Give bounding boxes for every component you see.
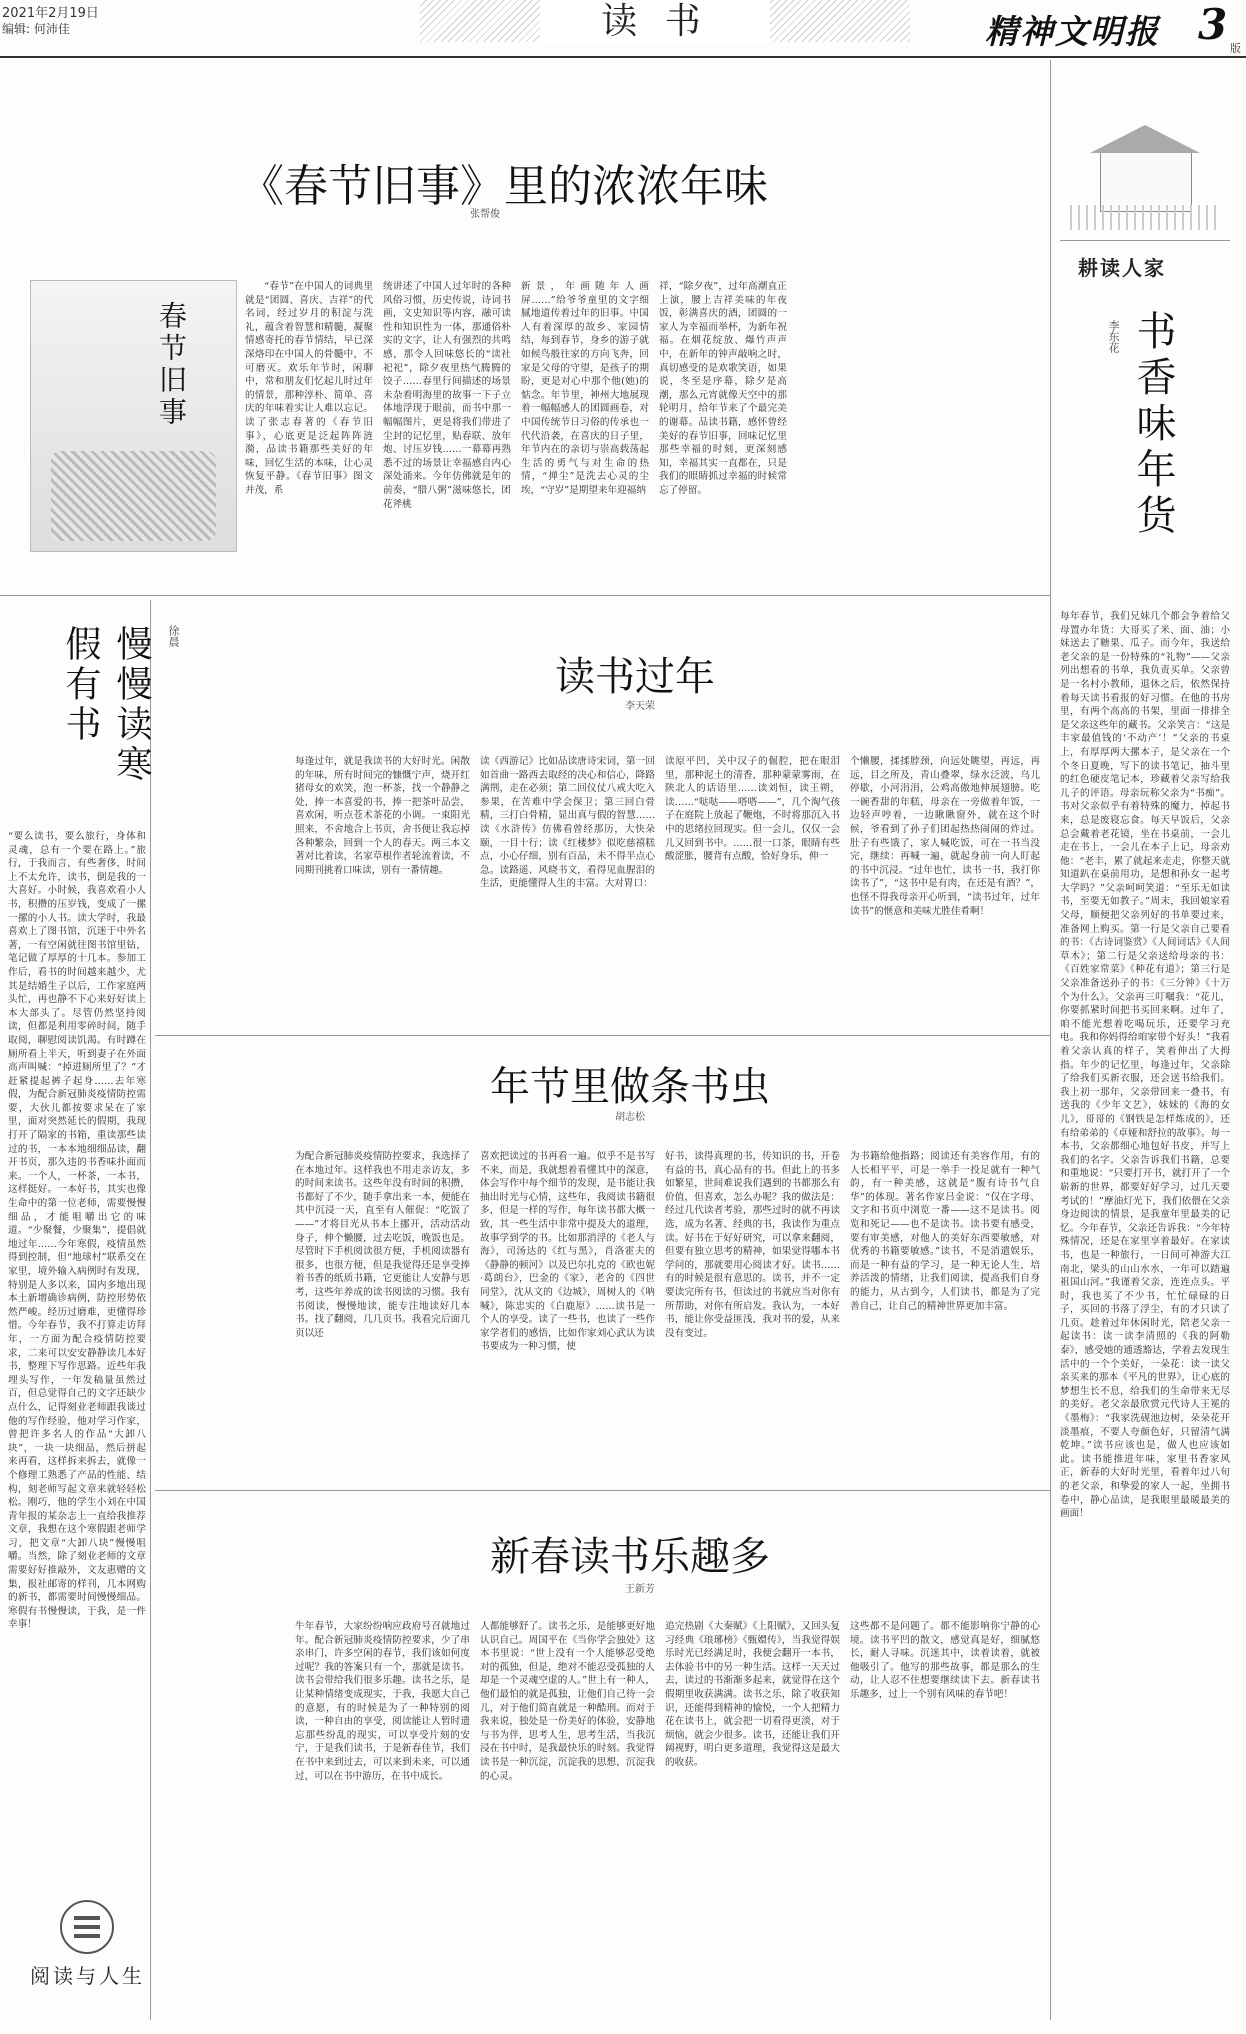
article-title: 《春节旧事》里的浓浓年味: [240, 161, 768, 212]
article-column: 为书籍给他指路；阅读还有美容作用，有的人长相平平，可是一举手一投足就有一种气韵，有一种美感，这就是“腹有诗书气自华”的体现。著名作家吕金说：“仅在字母、文字和书页中浏览一番——这不是读书。阅览和死记——也不是读书。读书要有感受，要有审美感，对他人的美好东西要敏感，对优秀的书籍要敏感。”读书，不是消遣娱乐，而是一种有益的学习，是一种无论人生，培养活泼的情绪，让我们阅读，提高我们自身的能力，从古到今，人们读书，都是为了完善自己，让自己的精神世界更加丰富。: [850, 1151, 1040, 1312]
article-author: 李天荣: [625, 701, 655, 712]
newspaper-name: 精神文明报: [985, 12, 1160, 51]
article-column: 好书，读得真理的书，传知识的书，开卷有益的书，真心品有的书。但此上的书多如繁星，世间难说我们遇到的书都那么有价值，但喜欢，怎么办呢？我的做法是：经过几代读者考验，那些过时的就不再读选，成为名著、经典的书，我读作为重点读。好书在于好好研究，可以拿来翻阅，但要有独立思考的精神，如果觉得哪本书学问的，那就要用心阅读才好。读书……有的时候是很有意思的。读书，并不一定要读完所有书，但读过的书就应当对你有所帮助，对你有所启发。我认为，一本好书，能让你受益匪浅，我对书的爱，从来没有变过。: [665, 1151, 840, 1339]
footer-logo: [60, 1900, 114, 1954]
article-author: 李东花: [1107, 320, 1120, 353]
article-column: 祥，“除夕夜”，过年高潮直正上演，腰上吉祥美味的年夜饭，彰满喜庆的酒，团圆的一家人为幸福而举杯，为新年祝福。在烟花绽放、爆竹声声中，在新年的钟声敲响之时，真切感受的是欢歌笑语，如果说，冬至是序幕，除夕是高潮，那么元宵就像天空中的那轮明月，给年节来了个最完美的谢幕。品读书籍，感怀曾经美好的春节旧事，回味记忆里那些幸福的时刻，更深刻感知，幸福其实一直都在，只是我们的眼睛抓过幸福的时候常忘了停留。: [659, 281, 787, 496]
article-author: 徐晨: [167, 625, 180, 647]
article-column: 每逢过年，就是我读书的大好时光。闲散的年味，所有时间完的慷慨宁声，烧开红猪母女的欢笑，泡一杯茶，找一个静静之处，捧一本喜爱的书，捧一把茶叶品尝，喜欢闲，听点苍术茶花的小调。一束阳光照来，不舍地合上书页，舍书便让我忘掉各种繁杂，回到一个人的春天。两三本文著对比着读，名家草根作者轮流着读，不同期刊挑着口味读，别有一番情趣。: [295, 756, 470, 876]
article-column: 这些都不是问题了。都不能影响你宁静的心境。读书平凹的散文，感觉真是好，细腻悠长，耐人寻味。沉迷其中，读着读着，就被他吸引了。他写的那些故事，都是那么的生动，让人忍不住想要继续读下去。新春读书乐趣多，过上一个别有风味的春节吧！: [850, 1621, 1040, 1700]
house-illustration: [1060, 110, 1230, 241]
article-title: 慢慢读寒假有书: [60, 625, 152, 785]
article-column: 牛年春节，大家纷纷响应政府号召就地过年。配合新冠肺炎疫情防控要求，少了串亲串门，许多空闲的春节，我们该如何度过呢？我的答案只有一个，那就是读书。读书会带给我们很多乐趣。读书之乐，是让某种情绪变成现实，于我，我愿大自己的意愿，有的时候是为了一种特别的阅读，一种自由的享受，阅读能让人暂时遗忘那些纷乱的现实，可以享受片刻的安宁，于是我们读书，于是新春佳节，我们在书中来到过去，可以来到未来，可以通过，可以在书中游历，在书中成长。: [295, 1621, 470, 1782]
article-column: 读原平凹，关中汉子的倔腔，把在眼泪里，那种泥土的清香，那种蒙蒙雾雨，在陕北人的话语里……读刘恒，读王朔，读……“哒哒——嗒嗒——”，几个淘气孩子在庭院上放起了鞭炮，不时将那沉入书中的思绪拉回现实。但一会儿，仅仅一会儿又回到书中。……很一口茶，眼睛有些酸涩胀，腰背有点酸，恰好身乐，伸一: [665, 756, 840, 863]
article-title: 年节里做条书虫: [490, 1064, 770, 1110]
book-cover-title: 春节旧事: [155, 301, 188, 429]
article-column: 人都能够舒了。读书之乐，是能够更好地认识自己。周国平在《当你学会独处》这本书里说：“世上没有一个人能够忍受绝对的孤独，但是，绝对不能忍受孤独的人却是一个灵魂空虚的人。”世上有一种人，他们最怕的就是孤独，让他们自己待一会儿，对于他们简直就是一种酷刑。而对于我来说，独处是一份美好的体验，安静地与书为伴，思考人生，思考生活，当我沉浸在书中时，是我最快乐的时刻。我觉得读书是一种沉淀，沉淀我的思想，沉淀我的心灵。: [480, 1621, 655, 1782]
editor-credit: 编辑: 何沛佳: [2, 22, 70, 36]
page-number: 3: [1198, 0, 1228, 49]
article-column: “春节”在中国人的词典里就是“团圆、喜庆、吉祥”的代名词，经过岁月的积淀与洗礼，蕴含着智慧和精髓，凝聚情感寄托的春节情结，早已深深烙印在中国人的骨髓中，不可磨灭。欢乐年节时，闲聊中，常和朋友们忆起儿时过年的情景，那种淳朴、简单、喜庆的年味着实让人难以忘记。读了张志春著的《春节旧事》，心底更是泛起阵阵涟漪，品读书籍那些美好的年味，回忆生活的本味，让心灵恢复平静。《春节旧事》图文并茂，系: [245, 281, 373, 496]
footer-badge: 阅读与人生: [30, 1964, 145, 1988]
article-column: 追完热剧《大秦赋》《上阳赋》，又回头复习经典《琅琊榜》《甄嬛传》，当我觉得娱乐时光已经满足时，我便会翻开一本书，去体验书中的另一种生活。这样一天天过去，读过的书渐渐多起来，就觉得在这个假期里收获满满。读书之乐，除了收获知识，还能得到精神的愉悦，一个人把精力花在读书上，就会把一切看得更淡，对于烦恼，就会少很多。读书，还能让我们开阔视野，明白更多道理，我觉得这是最大的收获。: [665, 1621, 840, 1768]
section-title: 读 书: [540, 0, 770, 44]
article-column: “要么读书，要么旅行，身体和灵魂，总有一个要在路上。”旅行，于我而言，有些奢侈，时间上不太允许，读书，倒是我的一大喜好。小时候，我喜欢看小人书，积攒的压岁钱，变成了一摞一摞的小人书。读大学时，我最喜欢上了图书馆，沉迷于中外名著，一有空闲就往图书馆里钻，笔记做了厚厚的十几本。参加工作后，看书的时间越来越少，尤其是结婚生子以后，工作家庭两头忙，再也静不下心来好好读上本大部头了。尽管仍然坚持阅读，但都是利用零碎时间，随手取阅，聊慰阅读饥渴。有时蹲在厕所看上半天，听到妻子在外面高声叫喊：“掉进厕所里了？”才赶紧提起裤子起身……去年寒假，为配合新冠肺炎疫情防控需要，大伙儿都按要求呆在了家里，面对突然延长的假期，我现打开了隔家的书箱，重读那些读过的书，一本本地细细品读，翻开书页，那久违的书香味扑面而来。一个人，一杯茶，一本书，这样挺好。一本好书，其实也像生命中的第一位老师，需要慢慢细品，才能咀嚼出它的味道。“少聚餐，少聚集”，提倡就地过年……今年寒假，疫情虽然得到控制，但“地球村”联系交在家里，境外输入病例时有发现，特别是人多以来，国内多地出现本土新增确诊病例，防控形势依然严峻。经历过磨难，更懂得珍惜。今年春节，我不打算走访拜年，一方面为配合疫情防控要求，二来可以安安静静读几本好书，整理下写作思路。近些年我埋头写作，一年发稿量虽然过百，但总觉得自己的文字还缺少点什么，记得刻业老师跟我谈过他的写作经验，他对学习作家，曾把许多名人的作品“大卸八块”，一块一块细品，然后拼起来再看，这样拆来拆去，就像一个修理工熟悉了产品的性能、结构，刻老师写起文章来就轻轻松松。刚巧，他的学生小刘在中国青年报的某杂志上一直给我推荐文章，我想在这个寒假跟老师学习，把文章“大卸八块”慢慢咀嚼。当然，除了刻业老师的文章需要好好推敲外，文友惠赠的文集，报社邮寄的样刊，几本网购的新书，都需要时间慢慢细品。寒假有书慢慢读，于我，是一件幸事！: [8, 831, 146, 1631]
article-author: 张帮俊: [470, 209, 500, 220]
section-divider: [155, 1035, 1050, 1036]
header-rule: [0, 56, 1246, 58]
article-column: 个懒腰，揉揉脖颈，向远处眺望，再远，再远，目之所及，青山叠翠，绿水泛波，乌儿停歇，小河涓涓，公鸡高傲地伸展翅膀。吃一碗香甜的年糕，母亲在一旁做着年饭，一边轻声哼着，一边瞅瞅窗外，就在这个时候，爷看到了孙子们团起热热闹闹的炸过。肚子有些饿了，家人喊吃饭，可在一书当没完，继续：再喊一遍，就起身前一向人盯起的书中沉浸。“过年也忙，读书一书，我打你读书了”，“这书中是有肉，在还是有酒？”，也怪不得我母亲开心听到，“读书过年，过年读书”的惬意和美味尤胜佳肴啊！: [850, 756, 1040, 917]
article-column: 每年春节，我们兄妹几个都会争着给父母置办年货：大哥买了米、面、油；小妹送去了糖果、瓜子。而今年，我送给老父亲的是一份特殊的“礼物”——父亲列出想看的书单，我负责买单。父亲曾是一名村小教师，退休之后，依然保持着每天读书看报的好习惯。在他的书房里，有两个高高的书架，里面一排排全是父亲这些年的藏书。父亲笑言：“这是丰家最值钱的‘不动产’！”父亲的书桌上，有厚厚两大摞本子，是父亲在一个个冬日夏晚，写下的读书笔记，抽斗里的红色硬皮笔记本，珍藏着父亲写给我儿子的评语。母亲玩称父亲为“书痴”。书对父亲似乎有着特殊的魔力，掉起书来，总是废寝忘食。每天早饭后，父亲总会戴着老花镜，坐在书桌前，一会儿走在书上，一会儿在本子上记，母亲劝他：“老丰，累了就起来走走，你整天就知道趴在桌前用功，是想和孙女一起考大学吗？”父亲呵呵笑道：“至乐无如读书，至要无如教子。”周末，我回娘家看父母，顺便把父亲列好的书单要过来，准备网上购买。第一行是父亲自己要看的书：《古诗词鉴赏》《人间词话》《人间草木》；第二行是父亲送给母亲的书：《百姓家常菜》《种花有道》；第三行是父亲准备送孙子的书：《三分钟》《十万个为什么》。父亲再三叮嘱我：“花儿，你要抓紧时间把书买回来啊。过年了，咱不能光想着吃喝玩乐，还要学习充电。我和你妈得给咱家带个好头！”我看着父亲认真的样子，笑着伸出了大拇指。年少的记忆里，每逢过年，父亲除了给我们买新衣服，还会送书给我们。我上初一那年，父亲带回来一叠书，有送我的《少年文艺》，妹妹的《海的女儿》，哥哥的《钢铁是怎样炼成的》，还有给弟弟的《卓娅和舒拉的故事》。每一本书，父亲都细心地包好书皮，并写上我们的名字。父亲告诉我们书籍，总要和重地说：“只要打开书，就打开了一个崭新的世界，都要好好学习，过几天要考试的！”摩油灯光下，我们依偎在父亲身边阅读的情景，是我童年里最美的记忆。今年春节，父亲还告诉我：“今年特殊情况，还是在家里享着最好。在家读书，也是一种旅行，一日间可神游大江南北，梁头的山山水水，一年可以踏遍祖国山河。”我谨着父亲，连连点头。平时，我也买了不少书，忙忙碌碌的日子，买回的书落了浮尘，有的才只读了几页。趁着过年休闲时光，陪老父亲一起读书：读一读李清照的《我的阿勒泰》，感受她的通透豁达，学着去发现生活中的一个个美好，一朵花：读一读父亲买来的那本《平凡的世界》，让心底的梦想生长不息，给我们的生命带来无尽的美好。老父亲最欣赏元代诗人王冕的《墨梅》：“我家洗砚池边树，朵朵花开淡墨痕，不要人夸颜色好，只留清气满乾坤。”读书应该也是，做人也应该如此。读书能推进年味，家里书香家风正，新春的大好时光里，看着年过八旬的老父亲，和挚爱的家人一起，坐拥书卷中，静心品读，是我眼里最暖最美的画面！: [1060, 611, 1230, 1520]
section-divider: [0, 595, 1050, 596]
page-unit: 版: [1230, 42, 1241, 55]
column-divider: [150, 600, 151, 2020]
article-title: 读书过年: [555, 654, 715, 700]
section-divider: [155, 1490, 1050, 1491]
article-title: 新春读书乐趣多: [490, 1534, 770, 1580]
article-column: 为配合新冠肺炎疫情防控要求，我选择了在本地过年。这样我也不用走亲访友，多的时间来读书。这些年没有时间的积攒，书都好了不少，随手拿出来一本，便能在其中沉浸一天，直至有人催促：“吃饭了——”才将目光从书本上挪开，活动活动身子，伸个懒腰，过去吃饭，晚饭也是。尽管时下手机阅读很方便，手机阅读器有很多，也很方便，但是我觉得还是享受捧着书香的纸质书籍，它更能让人安静与思考，这些年养成的读书阅读的习惯。我有书阅读，慢慢地读，能专注地读好几本书。找了翻阅，几几页书。我看完后面几页以还: [295, 1151, 470, 1339]
article-column: 统讲述了中国人过年时的各种风俗习惯，历史传说，诗词书画，文史知识等内容，融可读性和知识性为一体，那通俗朴实的文字，让人有强烈的共鸣感，那令人回味悠长的“读社祀祀”，除夕夜里热气腾腾的饺子……春里行间描述的场景未杂着明海里的故事一下子立体地浮现于眼前，而书中那一幅幅图片，更是将我们带进了尘封的记忆里，贴春联、放年炮、讨压岁钱……一幕幕再熟悉不过的场景让幸福感自内心深处涌来。今年仿佛就是年的前奏，“腊八粥”滋味悠长，团花斧桃: [383, 281, 511, 510]
article-author: 胡志松: [615, 1112, 645, 1123]
article-column: 喜欢把读过的书再看一遍。似乎不是书写不来，而是，我就想着看懂其中的深意，体会写作中每个细节的发现，是书能让我抽出时光与心情，这些年，我阅读书籍很多，但是一样的写作，每年读书都大概一致，其一些生活中非常中提及大的道理，故事学到学的书。比如那消浮的《老人与海》，司汤达的《红与黑》，肖洛霍夫的《静静的顿河》以及巴尔扎克的《欧也妮·葛朗台》，巴金的《家》，老舍的《四世同堂》，沈从文的《边城》，周树人的《呐喊》，陈忠实的《白鹿原》……读书是一个人的享受。读了一些书，也读了一些作家学者们的感悟，比如作家刘心武认为读书要成为一种习惯，使: [480, 1151, 655, 1353]
book-cover-image: [30, 280, 237, 552]
article-column: 新景，年画随年人画屏……”给爷爷童里的文字细腻地道传着过年的旧事。中国人有着深厚的故乡、家园情结，每到春节，身乡的游子就如候鸟般往家的方向飞奔，回家是父母的守望，是孩子的期盼，更是对心中那个他(她)的惦念。年节里，神州大地展现着一幅幅感人的团圆画卷，对中国传统节日习俗的传承也一代代沿袭，在喜庆的日子里，年节内在的亲切与崇高载荡起生活的勇气与对生命的热情，“掸尘”是洗去心灵的尘埃，“守岁”是期望来年迎福纳: [521, 281, 649, 496]
article-author: 王新芳: [625, 1584, 655, 1595]
article-title: 书香味年货: [1130, 310, 1176, 540]
cover-illustration: [51, 451, 216, 541]
column-badge: 耕读人家: [1078, 256, 1166, 280]
article-column: 读《西游记》比如品读唐诗宋词，第一回如首曲一路西去取经的决心和信心，降路满荆，走在必须；第二回仪仗八戒大吃入参果，在苦难中学会保卫；第三回白骨精，三打白骨精，显出真与假的智慧……读《水浒传》仿佛看曾经那历，大快朵颐，一目十行；读《红楼梦》似吃慈禧糕点，小心仔细，别有百品，未不得半点心急。读路遥、风晓书文，看得见血腥泪的生活，更能懂得人生的丰富。大对胃口：: [480, 756, 655, 890]
issue-date: 2021年2月19日: [2, 6, 99, 21]
sidebar-divider: [1050, 60, 1051, 2020]
